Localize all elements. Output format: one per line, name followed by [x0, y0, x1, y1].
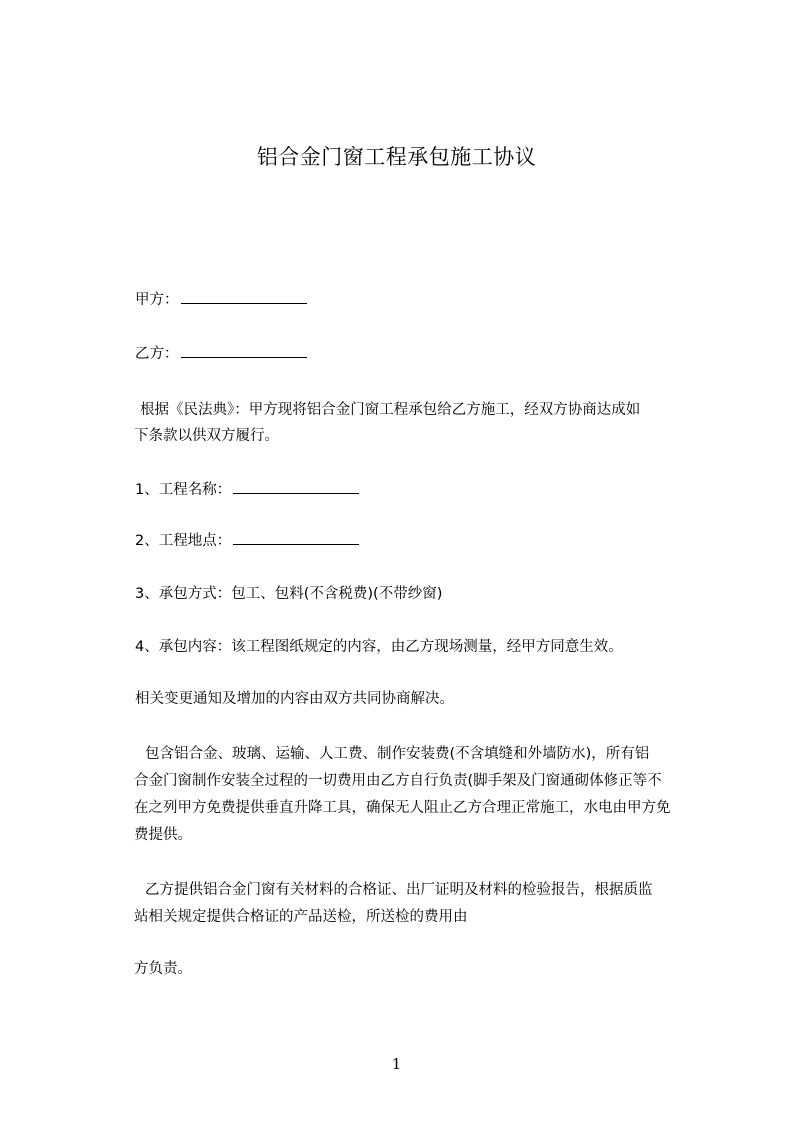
party-b-line: [135, 340, 307, 368]
document-title: 铝合金门窗工程承包施工协议: [256, 145, 537, 169]
item-4-line: 4、承包内容：该工程图纸规定的内容，由乙方现场测量，经甲方同意生效。: [135, 639, 623, 655]
page-number: 1: [391, 1055, 402, 1073]
costs-line-2: 合金门窗制作安装全过程的一切费用由乙方自行负责(脚手架及门窗通砌体修正等不: [134, 773, 662, 789]
intro-line-1: 根据《民法典》：甲方现将铝合金门窗工程承包给乙方施工，经双方协商达成如: [140, 402, 641, 418]
costs-line-1: 包含铝合金、玻璃、运输、人工费、制作安装费(不含填缝和外墙防水)，所有铝: [145, 746, 650, 762]
materials-line-1: 乙方提供铝合金门窗有关材料的合格证、出厂证明及材料的检验报告，根据质监: [145, 882, 653, 898]
party-b-label: 乙方：: [135, 346, 179, 362]
responsible-line: 方负责。: [134, 961, 192, 977]
party-a-label: 甲方：: [135, 292, 179, 308]
party-a-line: [135, 286, 307, 314]
intro-line-2: 下条款以供双方履行。: [134, 428, 279, 444]
item-3-line: 3、承包方式：包工、包料(不含税费)(不带纱窗): [135, 586, 443, 602]
item-2-line: [135, 527, 359, 555]
project-location-blank: [233, 530, 359, 545]
item-1-label: 1、工程名称：: [135, 482, 232, 498]
changes-line: 相关变更通知及增加的内容由双方共同协商解决。: [135, 691, 454, 707]
costs-line-3: 在之列甲方免费提供垂直升降工具，确保无人阻止乙方合理正常施工，水电由甲方免: [134, 800, 671, 816]
project-name-blank: [233, 479, 359, 494]
party-b-blank: [181, 343, 307, 358]
item-1-line: [135, 476, 359, 504]
item-2-label: 2、工程地点：: [135, 533, 232, 549]
costs-line-4: 费提供。: [134, 827, 192, 843]
party-a-blank: [181, 289, 307, 304]
materials-line-2: 站相关规定提供合格证的产品送检，所送检的费用由: [134, 909, 468, 925]
